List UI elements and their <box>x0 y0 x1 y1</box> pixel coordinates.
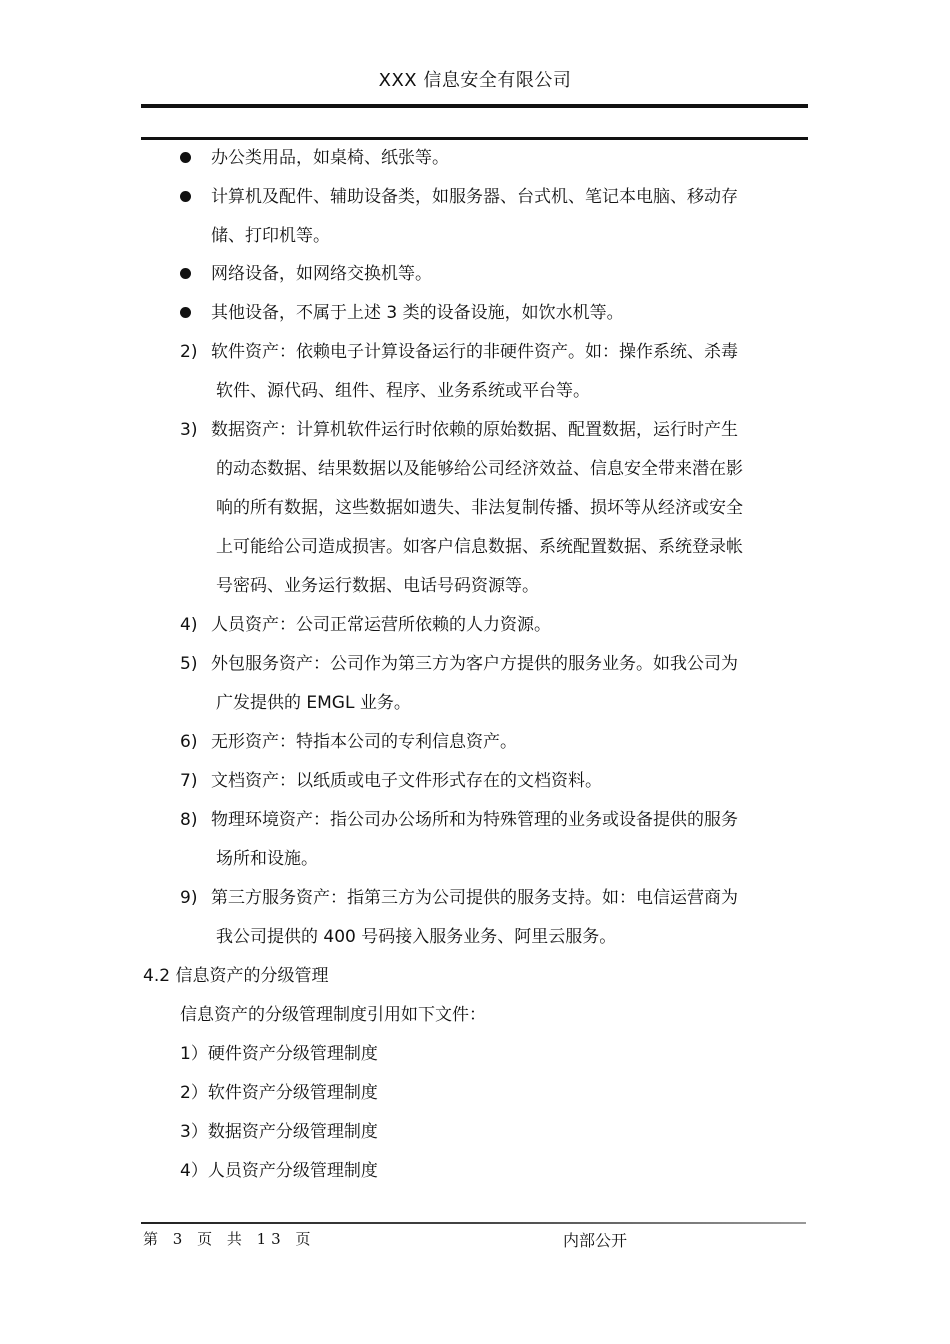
bullet-text: 网络设备，如网络交换机等。 <box>211 264 432 284</box>
bullet-icon <box>180 268 191 279</box>
list-item-text: 外包服务资产：公司作为第三方为客户方提供的服务业务。如我公司为 <box>211 654 738 674</box>
bullet-text: 其他设备，不属于上述 3 类的设备设施，如饮水机等。 <box>211 303 624 323</box>
list-number: 3) <box>180 420 198 440</box>
list-item-text: 我公司提供的 400 号码接入服务业务、阿里云服务。 <box>216 927 617 947</box>
list-item-text: 上可能给公司造成损害。如客户信息数据、系统配置数据、系统登录帐 <box>216 537 743 557</box>
list-item-text: 无形资产：特指本公司的专利信息资产。 <box>211 732 517 752</box>
list-item: 3）数据资产分级管理制度 <box>180 1122 378 1142</box>
list-item-text: 软件、源代码、组件、程序、业务系统或平台等。 <box>216 381 590 401</box>
list-item-text: 的动态数据、结果数据以及能够给公司经济效益、信息安全带来潜在影 <box>216 459 743 479</box>
section-heading: 4.2 信息资产的分级管理 <box>143 966 329 986</box>
footer-rule <box>141 1222 806 1224</box>
list-number: 4) <box>180 615 198 635</box>
list-item: 4）人员资产分级管理制度 <box>180 1161 378 1181</box>
list-item-text: 广发提供的 EMGL 业务。 <box>216 693 411 713</box>
bullet-text: 办公类用品，如桌椅、纸张等。 <box>211 148 449 168</box>
bullet-text: 计算机及配件、辅助设备类，如服务器、台式机、笔记本电脑、移动存 <box>211 187 738 207</box>
list-number: 5) <box>180 654 198 674</box>
bullet-text: 储、打印机等。 <box>211 226 330 246</box>
list-item-text: 数据资产：计算机软件运行时依赖的原始数据、配置数据，运行时产生 <box>211 420 738 440</box>
classification-label: 内部公开 <box>563 1231 628 1250</box>
header-rule-bottom <box>141 137 808 140</box>
section-intro: 信息资产的分级管理制度引用如下文件： <box>180 1005 486 1025</box>
list-number: 9) <box>180 888 198 908</box>
page-number: 第 3 页 共 13 页 <box>143 1230 316 1248</box>
list-item: 1）硬件资产分级管理制度 <box>180 1044 378 1064</box>
list-item-text: 第三方服务资产：指第三方为公司提供的服务支持。如：电信运营商为 <box>211 888 738 908</box>
list-item-text: 号密码、业务运行数据、电话号码资源等。 <box>216 576 539 596</box>
list-item: 2）软件资产分级管理制度 <box>180 1083 378 1103</box>
list-item-text: 响的所有数据，这些数据如遗失、非法复制传播、损坏等从经济或安全 <box>216 498 743 518</box>
list-number: 2) <box>180 342 198 362</box>
list-number: 7) <box>180 771 198 791</box>
bullet-icon <box>180 307 191 318</box>
bullet-icon <box>180 152 191 163</box>
list-item-text: 场所和设施。 <box>216 849 318 869</box>
list-number: 6) <box>180 732 198 752</box>
list-number: 8) <box>180 810 198 830</box>
list-item-text: 人员资产：公司正常运营所依赖的人力资源。 <box>211 615 551 635</box>
list-item-text: 软件资产：依赖电子计算设备运行的非硬件资产。如：操作系统、杀毒 <box>211 342 738 362</box>
list-item-text: 物理环境资产：指公司办公场所和为特殊管理的业务或设备提供的服务 <box>211 810 738 830</box>
list-item-text: 文档资产：以纸质或电子文件形式存在的文档资料。 <box>211 771 602 791</box>
page-header-title: XXX 信息安全有限公司 <box>378 70 572 91</box>
header-rule-top <box>141 104 808 108</box>
bullet-icon <box>180 191 191 202</box>
